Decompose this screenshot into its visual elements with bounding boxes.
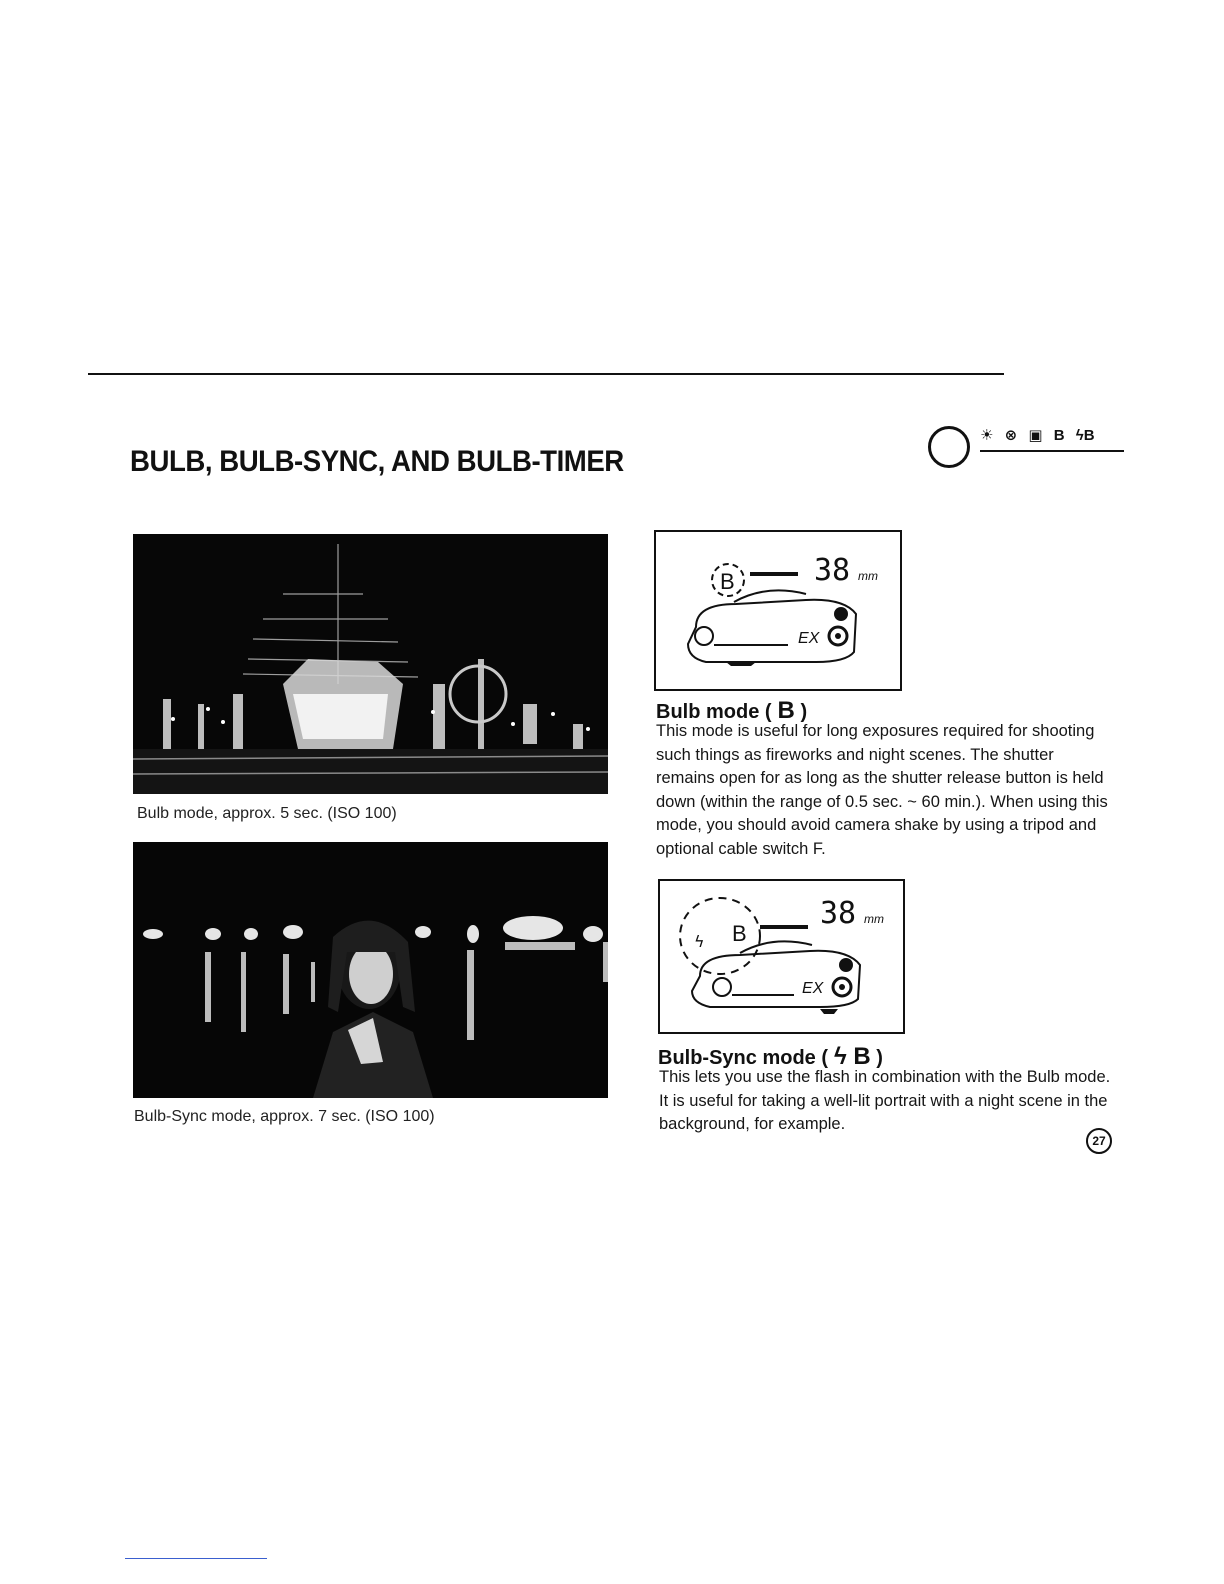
mode-label-b: B — [1053, 427, 1065, 444]
bulb-sync-mode-heading: Bulb-Sync mode ( ϟ B ) — [658, 1043, 883, 1070]
bulb-symbol: B — [777, 697, 795, 724]
flash-bulb-symbol: ϟ B — [834, 1043, 871, 1070]
bulb-mode-caption: Bulb mode, approx. 5 sec. (ISO 100) — [137, 805, 397, 822]
portrait-icon: ▣ — [1028, 427, 1043, 444]
bulb-sync-mode-description: This lets you use the flash in combination with the Bulb mode. It is useful for taking a well-lit portrait with a night scene in the background, for example. — [659, 1068, 1111, 1133]
lcd-focal-length: 38 — [814, 553, 851, 588]
mode-legend-underline — [980, 450, 1124, 452]
page-number: 27 — [1086, 1128, 1112, 1154]
bulb-mode-description: This mode is useful for long exposures required for shooting such things as fireworks and night scenes. The shutter remains open for as long as the shutter release button is held down (within the range of 0.5 sec. ~ 60 min.). When using this mode, you should avoid camera shake by using a tripod and optional cable switch F. — [656, 722, 1108, 858]
lcd-exposure-label: EX — [798, 630, 820, 647]
mode-icons — [980, 426, 1102, 444]
top-rule — [88, 373, 1004, 375]
bulb-sync-mode-caption: Bulb-Sync mode, approx. 7 sec. (ISO 100) — [134, 1108, 435, 1125]
lcd-mode-letter: B — [732, 921, 747, 946]
mode-label-flash-b: ϟB — [1075, 427, 1095, 444]
bulb-sync-mode-lcd-diagram — [658, 879, 905, 1034]
lcd-focal-length: 38 — [820, 896, 857, 931]
sun-flash-icon: ☀ — [980, 427, 994, 444]
mode-dial-circle-icon — [928, 426, 970, 468]
page-title: BULB, BULB-SYNC, AND BULB-TIMER — [130, 445, 624, 478]
bulb-mode-lcd-diagram — [654, 530, 902, 691]
mode-legend — [928, 424, 1128, 474]
bulb-mode-heading: Bulb mode ( B ) — [656, 697, 808, 724]
lcd-unit: mm — [858, 569, 878, 583]
lcd-exposure-label: EX — [802, 980, 824, 997]
flash-off-icon: ⊗ — [1004, 427, 1018, 444]
lcd-flash-symbol: ϟ — [694, 932, 705, 951]
lcd-mode-letter: B — [720, 569, 735, 594]
bulb-sync-mode-photo — [133, 842, 608, 1098]
bottom-rule — [125, 1558, 267, 1559]
lcd-unit: mm — [864, 912, 884, 926]
bulb-mode-photo — [133, 534, 608, 794]
